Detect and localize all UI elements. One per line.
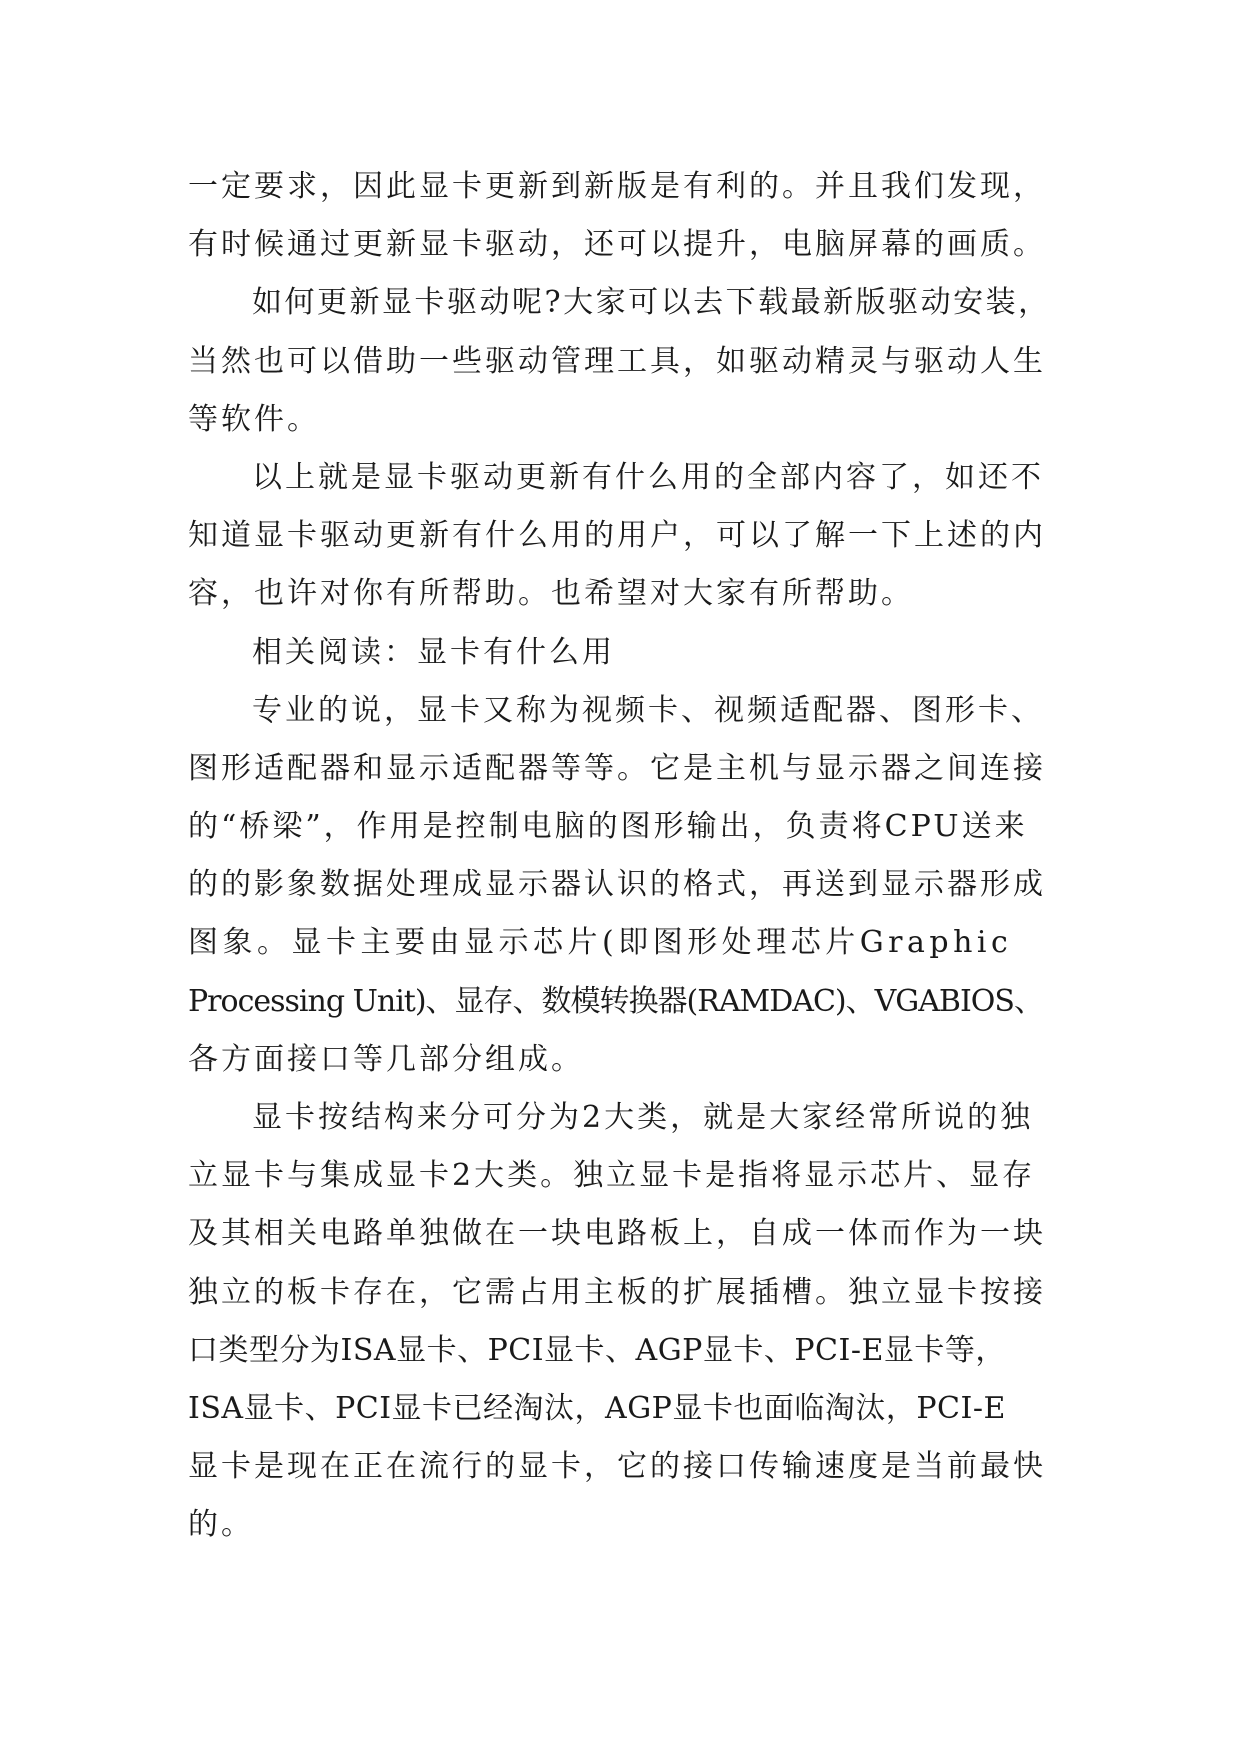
paragraph-gpu-types [188,1089,1058,1555]
paragraph-update-benefit [188,158,1058,274]
text-line: 显卡按结构来分可分为2大类，就是大家经常所说的独 [252,1100,1034,1135]
text-line: 图形适配器和显示适配器等等。它是主机与显示器之间连接 [188,750,1046,786]
paragraph-summary [188,449,1058,624]
text-line: 等软件。 [188,401,320,437]
related-reading-heading [188,624,1058,682]
text-line: 口类型分为ISA显卡、PCI显卡、AGP显卡、PCI-E显卡等， [188,1332,1006,1368]
text-line: 立显卡与集成显卡2大类。独立显卡是指将显示芯片、显存 [188,1158,1036,1194]
text-line: 的“桥梁”，作用是控制电脑的图形输出，负责将CPU送来 [188,809,1028,845]
text-line: 相关阅读：显卡有什么用 [252,634,615,670]
text-line: 专业的说，显卡又称为视频卡、视频适配器、图形卡、 [252,692,1044,728]
text-line: 当然也可以借助一些驱动管理工具，如驱动精灵与驱动人生 [188,343,1046,379]
text-line: 显卡是现在正在流行的显卡，它的接口传输速度是当前最快 [188,1449,1046,1485]
text-line: 图象。显卡主要由显示芯片(即图形处理芯片Graphic [188,925,1013,961]
paragraph-how-to-update [188,274,1058,449]
text-line: 有时候通过更新显卡驱动，还可以提升，电脑屏幕的画质。 [188,227,1046,263]
paragraph-gpu-definition [188,682,1058,1089]
text-line: 一定要求，因此显卡更新到新版是有利的。并且我们发现， [188,169,1046,204]
text-line: 的。 [188,1507,254,1543]
text-line: ISA显卡、PCI显卡已经淘汰，AGP显卡也面临淘汰，PCI-E [188,1390,1006,1426]
text-line: 的的影象数据处理成显示器认识的格式，再送到显示器形成 [188,867,1046,903]
text-line: 独立的板卡存在，它需占用主板的扩展插槽。独立显卡按接 [188,1274,1046,1310]
text-line: 容，也许对你有所帮助。也希望对大家有所帮助。 [188,576,914,612]
text-line: 及其相关电路单独做在一块电路板上，自成一体而作为一块 [188,1216,1046,1252]
text-line: Processing Unit)、显存、数模转换器(RAMDAC)、VGABIOS、 [188,983,1043,1019]
text-line: 如何更新显卡驱动呢?大家可以去下载最新版驱动安装， [252,285,1051,321]
text-line: 各方面接口等几部分组成。 [188,1041,584,1077]
text-line: 以上就是显卡驱动更新有什么用的全部内容了，如还不 [252,459,1044,495]
text-line: 知道显卡驱动更新有什么用的用户，可以了解一下上述的内 [188,518,1046,554]
document-body [188,158,1058,1555]
